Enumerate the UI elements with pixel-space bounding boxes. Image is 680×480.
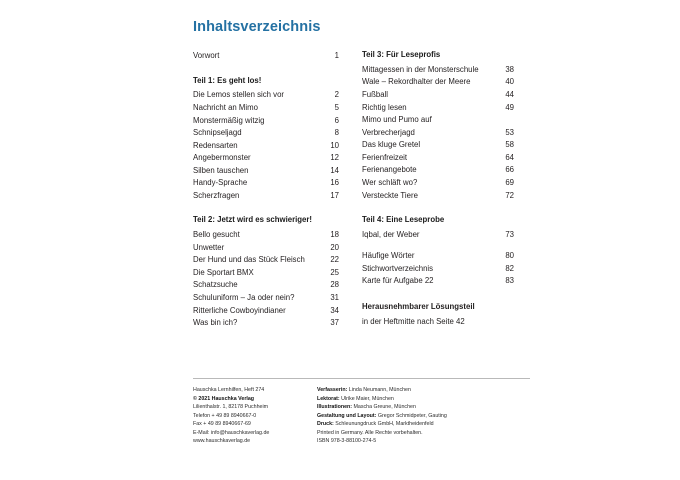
toc-entry[interactable] xyxy=(362,101,514,114)
toc-entry-page-number: 83 xyxy=(505,276,514,286)
toc-entry-page-number: 17 xyxy=(330,191,339,201)
toc-entry-page-number: 25 xyxy=(330,267,339,277)
footer-line-value: Schleunungdruck GmbH, Marktheidenfeld xyxy=(333,421,434,428)
toc-entry[interactable] xyxy=(362,139,514,152)
footer-line: Telefon + 49 89 8940667-0 xyxy=(193,412,257,419)
toc-entry-title: Karte für Aufgabe 22 xyxy=(362,276,434,286)
footer-line-label: Gestaltung und Layout: xyxy=(317,412,377,419)
toc-entry-page-number: 10 xyxy=(330,140,339,150)
toc-entry-title: Fußball xyxy=(362,90,388,99)
toc-entry[interactable] xyxy=(362,89,514,102)
footer-line-value: Gregor Schmidpeter, Gauting xyxy=(376,412,447,419)
toc-entry-page-number: 80 xyxy=(505,251,514,261)
toc-entry[interactable] xyxy=(193,102,339,115)
toc-entry-title: Mimo und Pumo auf xyxy=(362,115,432,125)
toc-entry[interactable] xyxy=(362,152,514,165)
toc-part xyxy=(193,215,339,329)
toc-columns xyxy=(193,50,530,329)
toc-part xyxy=(362,50,514,202)
toc-entry-title: Richtig lesen xyxy=(362,102,407,112)
toc-entry-title: Ritterliche Cowboyindianer xyxy=(193,305,286,315)
footer-line: Fax + 49 89 8940667-69 xyxy=(193,421,251,428)
footer-line: © 2021 Hauschka Verlag xyxy=(193,395,255,402)
footer-line xyxy=(317,420,530,429)
footer-line: Printed in Germany. Alle Rechte vorbehalten. xyxy=(317,429,423,436)
toc-entry-title: Redensarten xyxy=(193,140,238,150)
footer-line-value: Ulrike Maier, München xyxy=(339,395,394,402)
toc-entry-page-number: 18 xyxy=(330,230,339,240)
toc-entry-page-number: 37 xyxy=(330,318,339,328)
footer-line-label: Illustrationen: xyxy=(317,404,353,411)
toc-entry-title: Monstermäßig witzig xyxy=(193,115,265,125)
toc-entry-title: Schatzsuche xyxy=(193,280,238,290)
toc-part-heading: Teil 3: Für Leseprofis xyxy=(362,49,441,59)
page-footer xyxy=(193,378,530,446)
footer-line xyxy=(317,403,530,412)
toc-entry[interactable] xyxy=(193,177,339,190)
toc-entry-title: Der Hund und das Stück Fleisch xyxy=(193,255,305,265)
toc-entry[interactable] xyxy=(193,152,339,165)
toc-entry-title: Scherzfragen xyxy=(193,191,240,201)
toc-entry-title: Schnipseljagd xyxy=(193,128,242,138)
toc-entry[interactable] xyxy=(193,266,339,279)
footer-line: E-Mail: info@hauschkaverlag.de xyxy=(193,429,270,436)
footer-line-label: Verfasserin: xyxy=(317,387,348,393)
toc-entry[interactable] xyxy=(193,241,339,254)
footer-line: www.hauschkaverlag.de xyxy=(193,438,251,445)
toc-entry-title: Das kluge Gretel xyxy=(362,140,421,150)
toc-entry-page-number: 20 xyxy=(330,242,339,252)
toc-entry-page-number: 44 xyxy=(505,90,514,99)
toc-entry[interactable] xyxy=(362,275,514,288)
page-title: Inhaltsverzeichnis xyxy=(193,19,321,35)
toc-entry[interactable] xyxy=(193,292,339,305)
toc-entry-page-number: 1 xyxy=(334,51,339,61)
toc-entry[interactable] xyxy=(193,279,339,292)
toc-part-heading: Teil 4: Eine Leseprobe xyxy=(362,214,445,224)
toc-entry-page-number: 2 xyxy=(334,90,339,100)
toc-entry-title: Silben tauschen xyxy=(193,165,249,175)
footer-line-value: Linda Neumann, München xyxy=(347,387,411,393)
toc-entry-page-number: 16 xyxy=(330,178,339,188)
toc-entry-page-number: 38 xyxy=(505,64,514,74)
toc-entry-title: Unwetter xyxy=(193,242,225,252)
toc-entry-title: Bello gesucht xyxy=(193,230,240,240)
footer-line: Hauschka Lernhilfen, Heft 274 xyxy=(193,387,265,393)
toc-entry-title: Schuluniform – Ja oder nein? xyxy=(193,293,295,303)
toc-entry[interactable] xyxy=(193,114,339,127)
footer-line-label: Druck: xyxy=(317,421,334,428)
footer-line xyxy=(317,412,530,421)
toc-entry[interactable] xyxy=(362,63,514,76)
toc-entry[interactable] xyxy=(193,304,339,317)
toc-entry-page-number: 14 xyxy=(330,165,339,175)
toc-entry-title: Verbrecherjagd xyxy=(362,127,415,137)
toc-entry[interactable] xyxy=(362,126,514,139)
toc-entry-page-number: 53 xyxy=(505,127,514,137)
toc-part xyxy=(193,76,339,203)
toc-entry-title: Versteckte Tiere xyxy=(362,190,418,200)
toc-entry-page-number: 40 xyxy=(505,77,514,87)
footer-line: Lilienthalstr. 1, 82178 Puchheim xyxy=(193,404,269,411)
toc-entry-title: Vorwort xyxy=(193,51,220,61)
footer-line-value: Mascha Greune, München xyxy=(352,404,416,411)
solution-note-heading: Herausnehmbarer Lösungsteil xyxy=(362,301,475,311)
toc-entry[interactable] xyxy=(362,250,514,263)
toc-entry[interactable] xyxy=(193,89,339,102)
toc-entry[interactable] xyxy=(362,164,514,177)
toc-part-heading: Teil 1: Es geht los! xyxy=(193,75,262,85)
toc-entry[interactable] xyxy=(193,190,339,203)
toc-entry-title: Wer schläft wo? xyxy=(362,178,418,188)
toc-entry[interactable] xyxy=(193,127,339,140)
toc-entry-page-number: 49 xyxy=(505,102,514,112)
solution-note xyxy=(362,302,514,328)
toc-entry-title: Wale – Rekordhalter der Meere xyxy=(362,77,471,87)
toc-entry-page-number: 34 xyxy=(330,305,339,315)
toc-entry-page-number: 6 xyxy=(334,115,339,125)
toc-entry[interactable] xyxy=(193,254,339,267)
footer-imprint-left xyxy=(193,386,313,446)
toc-entry[interactable] xyxy=(362,177,514,190)
toc-entry-page-number: 12 xyxy=(330,153,339,163)
toc-entry[interactable] xyxy=(193,229,339,242)
toc-entry-title: Nachricht an Mimo xyxy=(193,103,258,112)
toc-entry[interactable] xyxy=(193,50,339,63)
toc-entry-title: Iqbal, der Weber xyxy=(362,229,420,239)
toc-entry-page-number: 22 xyxy=(330,255,339,265)
toc-entry-title: Ferienfreizeit xyxy=(362,152,408,162)
toc-part xyxy=(362,215,514,288)
footer-line-label: Lektorat: xyxy=(317,395,340,402)
solution-note-body: in der Heftmitte nach Seite 42 xyxy=(362,316,465,326)
toc-entry-page-number: 58 xyxy=(505,140,514,150)
toc-entry-page-number: 5 xyxy=(334,103,339,112)
toc-part-heading: Teil 2: Jetzt wird es schwieriger! xyxy=(193,215,313,225)
toc-entry-page-number: 28 xyxy=(330,280,339,290)
toc-entry-page-number: 66 xyxy=(505,165,514,175)
toc-column-right xyxy=(362,50,514,328)
toc-entry[interactable] xyxy=(362,262,514,275)
toc-entry[interactable] xyxy=(362,76,514,89)
toc-entry-page-number: 82 xyxy=(505,263,514,273)
toc-column-left xyxy=(193,50,339,329)
footer-line xyxy=(317,386,530,395)
toc-entry[interactable] xyxy=(193,139,339,152)
toc-entry[interactable] xyxy=(362,228,514,241)
toc-entry-title: Häufige Wörter xyxy=(362,251,415,261)
toc-entry-title: Handy-Sprache xyxy=(193,178,248,188)
toc-entry-title: Angebermonster xyxy=(193,153,251,163)
footer-line: ISBN 978-3-88100-274-5 xyxy=(317,438,377,445)
toc-entry-page-number: 64 xyxy=(505,152,514,162)
toc-entry-page-number: 31 xyxy=(330,293,339,303)
toc-entry[interactable] xyxy=(193,165,339,178)
footer-imprint-right xyxy=(317,386,530,446)
toc-entry-title: Mittagessen in der Monsterschule xyxy=(362,64,479,74)
footer-divider xyxy=(193,378,530,379)
toc-entry[interactable] xyxy=(193,317,339,330)
toc-part xyxy=(193,50,339,63)
toc-entry-page-number: 8 xyxy=(334,128,339,138)
toc-entry-title: Was bin ich? xyxy=(193,318,238,328)
toc-entry-title: Ferienangebote xyxy=(362,165,417,175)
toc-entry-page-number: 72 xyxy=(505,190,514,200)
toc-entry[interactable] xyxy=(362,189,514,202)
toc-entry-title: Die Lemos stellen sich vor xyxy=(193,90,285,100)
toc-entry[interactable] xyxy=(362,114,514,127)
toc-entry-page-number: 69 xyxy=(505,178,514,188)
toc-entry-page-number: 73 xyxy=(505,229,514,239)
footer-columns xyxy=(193,386,530,446)
toc-entry-title: Stichwortverzeichnis xyxy=(362,263,434,273)
footer-line xyxy=(317,395,530,404)
toc-entry-title: Die Sportart BMX xyxy=(193,267,254,277)
